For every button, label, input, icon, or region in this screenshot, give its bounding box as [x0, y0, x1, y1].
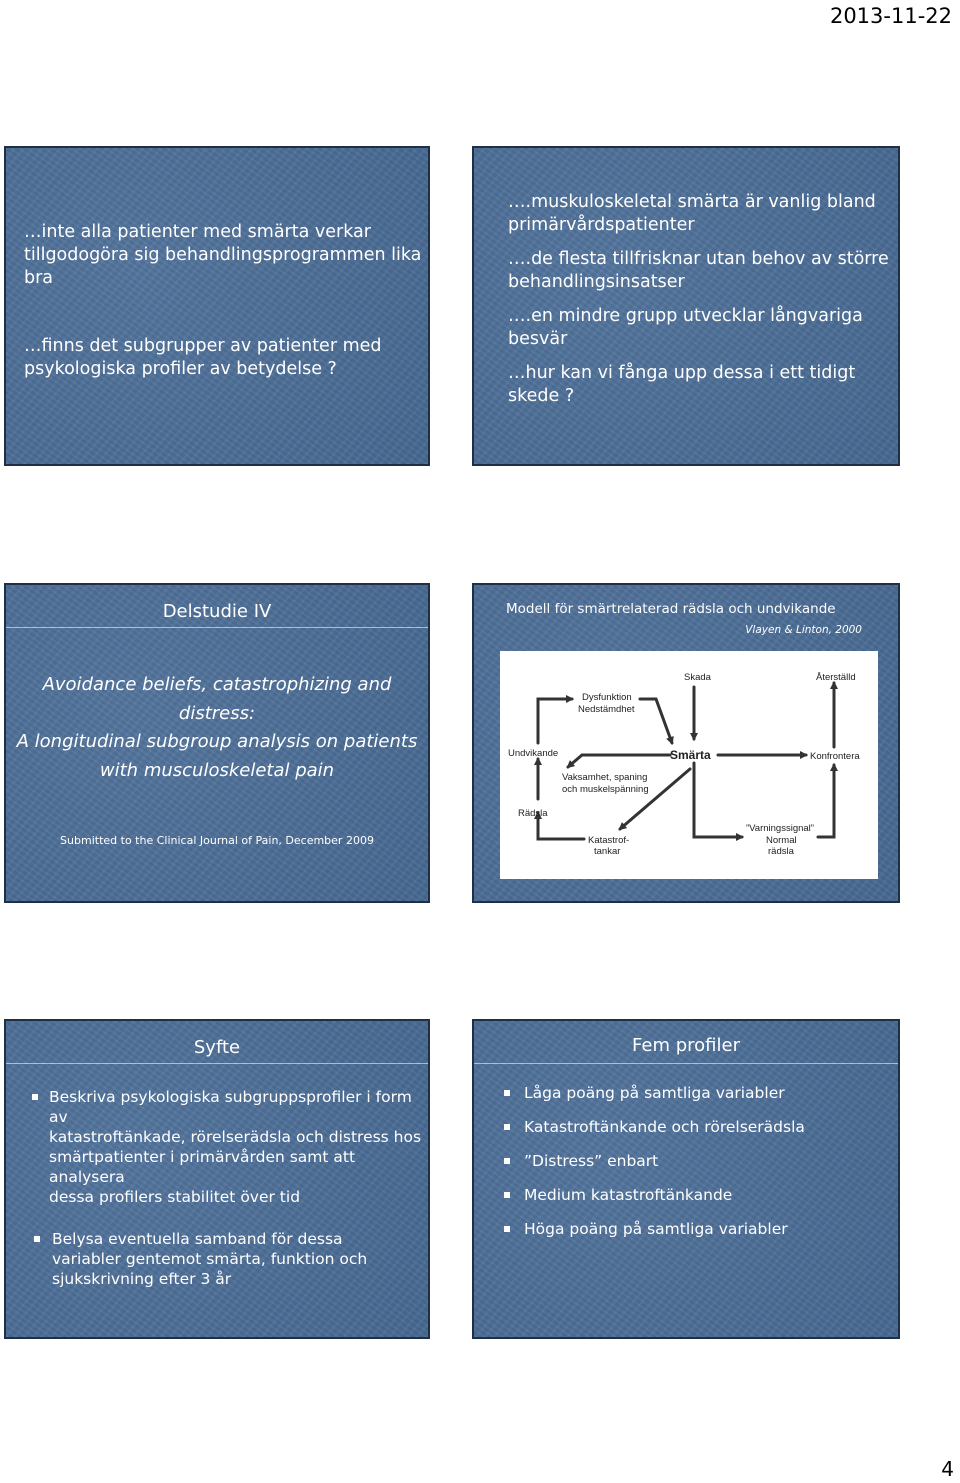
text-line: behandlingsinsatser: [508, 272, 685, 292]
text-line: dessa profilers stabilitet över tid: [49, 1188, 301, 1206]
text-line: besvär: [508, 329, 568, 349]
list-item: [32, 1229, 422, 1289]
text-line: variabler gentemot smärta, funktion och: [52, 1250, 368, 1268]
slide3-subtitle: [6, 671, 428, 785]
text-line: ….muskuloskeletal smärta är vanlig bland: [508, 192, 876, 212]
slide-1[interactable]: [4, 146, 430, 466]
fear-avoidance-model-figure: [500, 651, 878, 879]
text-line: Katastroftänkande och rörelserädsla: [524, 1118, 805, 1136]
arrow-varning-konfrontera: [818, 765, 834, 837]
label-vaksamhet: Vaksamhet, spaning: [562, 772, 648, 783]
text-line: ….en mindre grupp utvecklar långvariga: [508, 306, 863, 326]
title-divider: [474, 1063, 898, 1064]
slide4-title: Modell för smärtrelaterad rädsla och undvikande: [506, 601, 836, 617]
label-konfrontera: Konfrontera: [810, 751, 860, 762]
text-line: Låga poäng på samtliga variabler: [524, 1084, 785, 1102]
bullet-marker: [32, 1094, 38, 1100]
list-item: [504, 1118, 884, 1152]
slide1-paragraph-b: [24, 335, 382, 381]
slide-6[interactable]: [472, 1019, 900, 1339]
label-normal: Normal: [766, 835, 797, 846]
label-muskelspanning: och muskelspänning: [562, 784, 649, 795]
slide5-title: Syfte: [193, 1037, 241, 1058]
label-katastrof: Katastrof-: [588, 835, 630, 846]
text-line: Höga poäng på samtliga variabler: [524, 1220, 788, 1238]
bullet-marker: [504, 1158, 510, 1164]
text-line: ”Distress” enbart: [524, 1152, 659, 1170]
model-diagram: [500, 651, 878, 879]
syfte-bullet-list: [32, 1087, 422, 1289]
label-dysfunktion: Dysfunktion: [582, 692, 632, 703]
text-line: katastroftänkade, rörelserädsla och distress hos: [49, 1128, 422, 1146]
subtitle-line: Avoidance beliefs, catastrophizing and distress:: [42, 674, 392, 724]
label-skada: Skada: [684, 672, 711, 683]
slide2-item: [508, 191, 876, 237]
label-aterstalld: Återställd: [816, 672, 856, 683]
text-line: bra: [24, 268, 54, 288]
list-item: [504, 1084, 884, 1118]
list-item: [504, 1186, 884, 1220]
text-line: tillgodogöra sig behandlingsprogrammen lika: [24, 245, 422, 265]
text-line: smärtpatienter i primärvården samt att analysera: [49, 1148, 356, 1186]
arrow-smarta-vaksamhet: [568, 755, 670, 767]
text-line: …hur kan vi fånga upp dessa i ett tidigt: [508, 363, 856, 383]
text-line: sjukskrivning efter 3 år: [52, 1270, 232, 1288]
slide3-title: Delstudie IV: [162, 601, 272, 622]
slide-3[interactable]: [4, 583, 430, 903]
citation: Vlayen & Linton, 2000: [745, 624, 862, 636]
slide2-item: [508, 362, 855, 408]
submission-note: Submitted to the Clinical Journal of Pain, December 2009: [60, 834, 374, 847]
subtitle-line: A longitudinal subgroup analysis on patients: [16, 731, 418, 752]
label-normal-radsla: rädsla: [768, 846, 794, 857]
arrow-dysfunktion-smarta: [640, 699, 672, 743]
slide2-item: [508, 248, 889, 294]
page-number: 4: [941, 1457, 954, 1481]
subtitle-line: with musculoskeletal pain: [99, 759, 335, 781]
page-date: 2013-11-22: [829, 4, 952, 28]
label-undvikande: Undvikande: [508, 748, 559, 759]
text-line: Beskriva psykologiska subgruppsprofiler i form av: [49, 1088, 412, 1126]
label-nedstamdhet: Nedstämdhet: [578, 704, 635, 715]
title-divider: [6, 1063, 428, 1064]
text-line: Medium katastroftänkande: [524, 1186, 733, 1204]
slide-4[interactable]: [472, 583, 900, 903]
label-radsla: Rädsla: [518, 808, 548, 819]
text-line: Belysa eventuella samband för dessa: [52, 1230, 343, 1248]
text-line: psykologiska profiler av betydelse ?: [24, 359, 337, 379]
slide-5[interactable]: [4, 1019, 430, 1339]
text-line: …finns det subgrupper av patienter med: [24, 336, 382, 356]
bullet-marker: [504, 1124, 510, 1130]
label-varningssignal: ”Varningssignal”: [746, 823, 814, 834]
list-item: [32, 1087, 422, 1207]
list-item: [504, 1220, 884, 1254]
label-smarta: Smärta: [670, 748, 711, 762]
list-item: [504, 1152, 884, 1186]
title-divider: [6, 627, 428, 628]
bullet-marker: [504, 1192, 510, 1198]
text-line: …inte alla patienter med smärta verkar: [24, 222, 371, 242]
slide6-title: Fem profiler: [632, 1035, 740, 1056]
label-tankar: tankar: [594, 846, 621, 857]
text-line: skede ?: [508, 386, 575, 406]
slide1-paragraph-a: [24, 221, 421, 290]
slide-2[interactable]: [472, 146, 900, 466]
slide2-item: [508, 305, 863, 351]
text-line: primärvårdspatienter: [508, 215, 695, 235]
bullet-marker: [504, 1090, 510, 1096]
arrow-smarta-varning: [694, 763, 742, 837]
text-line: ….de flesta tillfrisknar utan behov av större: [508, 249, 889, 269]
profiles-bullet-list: [504, 1084, 884, 1254]
bullet-marker: [34, 1236, 40, 1242]
arrow-undvikande-dysfunktion: [538, 699, 572, 743]
bullet-marker: [504, 1226, 510, 1232]
